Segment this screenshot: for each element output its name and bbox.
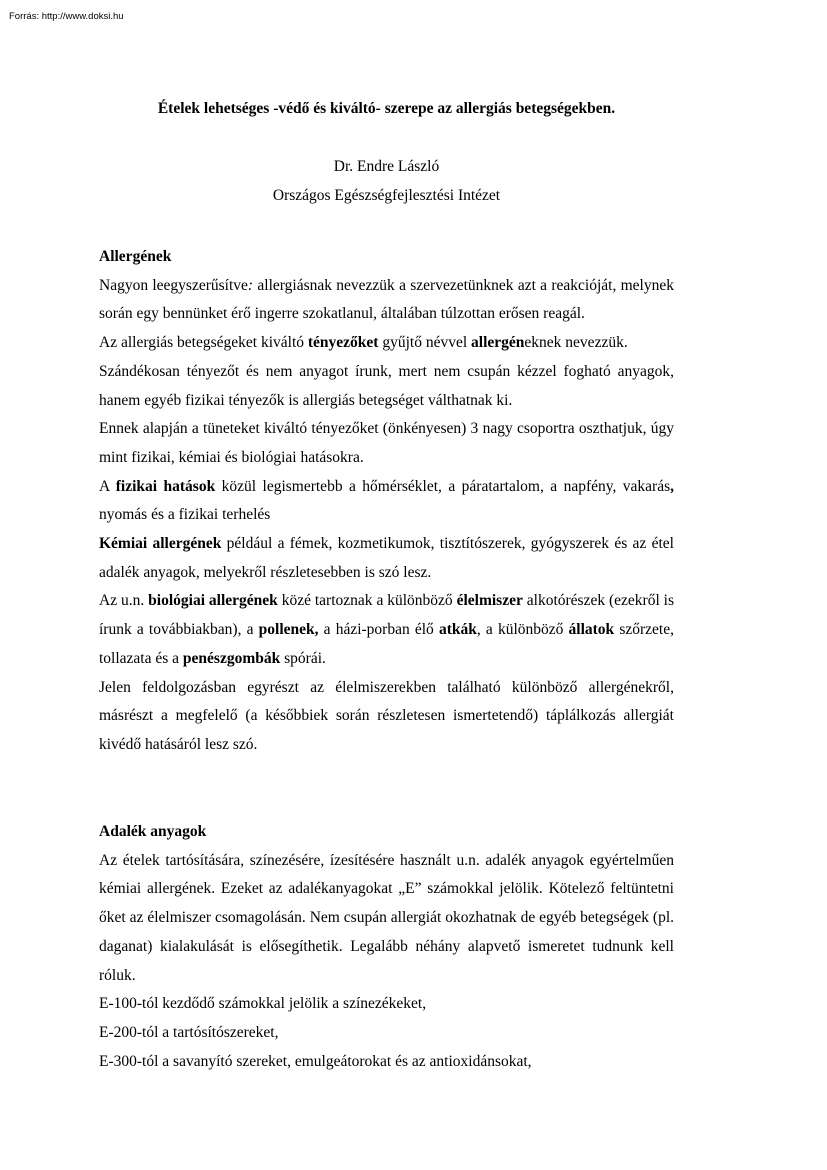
paragraph: Jelen feldolgozásban egyrészt az élelmiszerekben található különböző allergénekről, másrészt a megfelelő (a későbbiek során részletesen ismertetendő) táplálkozás allergiát kivédő hatásáról lesz szó. <box>99 678 674 753</box>
paragraph <box>99 329 674 358</box>
list-line: E-200-tól a tartósítószereket, <box>99 1023 279 1041</box>
list-line: E-100-tól kezdődő számokkal jelölik a színezékeket, <box>99 995 427 1013</box>
text-bold: allergén <box>471 334 525 352</box>
paragraph <box>99 473 674 530</box>
text-bold: tényezőket <box>307 334 379 352</box>
text: közé tartoznak a különböző <box>277 592 457 610</box>
text-bold: Kémiai allergének <box>99 535 222 553</box>
text-bold: atkák <box>438 621 477 639</box>
text: spórái. <box>280 649 326 667</box>
section-additives <box>99 818 674 1076</box>
text: alkotórészek (ezekről is írunk a továbbiakban), a <box>99 592 675 639</box>
paragraph: Szándékosan tényezőt és nem anyagot írunk, mert nem csupán kézzel fogható anyagok, hanem egyéb fizikai tényezők is allergiás betegséget válthatnak ki. <box>99 362 674 409</box>
text: gyűjtő névvel <box>378 334 472 352</box>
text-bold: , <box>670 477 675 495</box>
paragraph: Ennek alapján a tüneteket kiváltó tényezőket (önkényesen) 3 nagy csoportra oszthatjuk, úgy mint fizikai, kémiai és biológiai hatásokra. <box>99 420 674 466</box>
section-heading: Allergének <box>99 248 172 265</box>
paragraph: Az ételek tartósítására, színezésére, ízesítésére használt u.n. adalék anyagok egyértelműen kémiai allergének. Ezeket az adalékanyagokat „E” számokkal jelölik. Kötelező feltüntetni őket az élelmiszer csomagolásán. Nem csupán allergiát okozhatnak de egyéb betegségek (pl. daganat) kialakulását is elősegíthetik. Legalább néhány alapvető ismeretet tudnunk kell róluk. <box>99 851 674 984</box>
institution-name: Országos Egészségfejlesztési Intézet <box>272 187 501 204</box>
text-bold: pollenek, <box>258 621 319 639</box>
text: például a fémek, kozmetikumok, tisztítószerek, gyógyszerek és az étel adalék anyagok, melyekről részletesebben is szó lesz. <box>99 535 674 581</box>
paragraph <box>99 272 674 329</box>
text: szőrzete, tollazata és a <box>99 621 674 667</box>
text: közül legismertebb a hőmérséklet, a páratartalom, a napfény, vakarás <box>215 477 671 495</box>
text: , a különböző <box>476 621 569 639</box>
text: allergiásnak nevezzük a szervezetünknek azt a reakcióját, melynek során egy bennünket érő ingerre szokatlanul, általában túlzottan erősen reagál. <box>99 276 674 323</box>
text: Az allergiás betegségeket kiváltó <box>99 334 308 352</box>
text-italic: : <box>247 276 254 294</box>
text-bold: állatok <box>568 621 615 639</box>
section-allergens <box>99 243 674 760</box>
paragraph <box>99 530 674 587</box>
text-bold: penészgombák <box>182 649 281 667</box>
text-bold: biológiai allergének <box>148 592 278 610</box>
author-name: Dr. Endre László <box>333 158 440 175</box>
section-heading: Adalék anyagok <box>99 823 207 840</box>
text: nyomás és a fizikai terhelés <box>99 506 271 524</box>
source-url: Forrás: http://www.doksi.hu <box>9 11 124 22</box>
list-line: E-300-tól a savanyító szereket, emulgeátorokat és az antioxidánsokat, <box>99 1052 532 1070</box>
text: Az u.n. <box>99 592 149 610</box>
text: Nagyon leegyszerűsítve <box>99 276 248 294</box>
text-bold: fizikai hatások <box>115 477 216 495</box>
text: a házi-porban élő <box>318 621 439 639</box>
document-title: Ételek lehetséges -védő és kiváltó- szerepe az allergiás betegségekben. <box>157 100 616 117</box>
paragraph <box>99 587 674 673</box>
text-bold: élelmiszer <box>456 592 523 610</box>
text: eknek nevezzük. <box>524 334 628 352</box>
text: A <box>99 477 116 495</box>
